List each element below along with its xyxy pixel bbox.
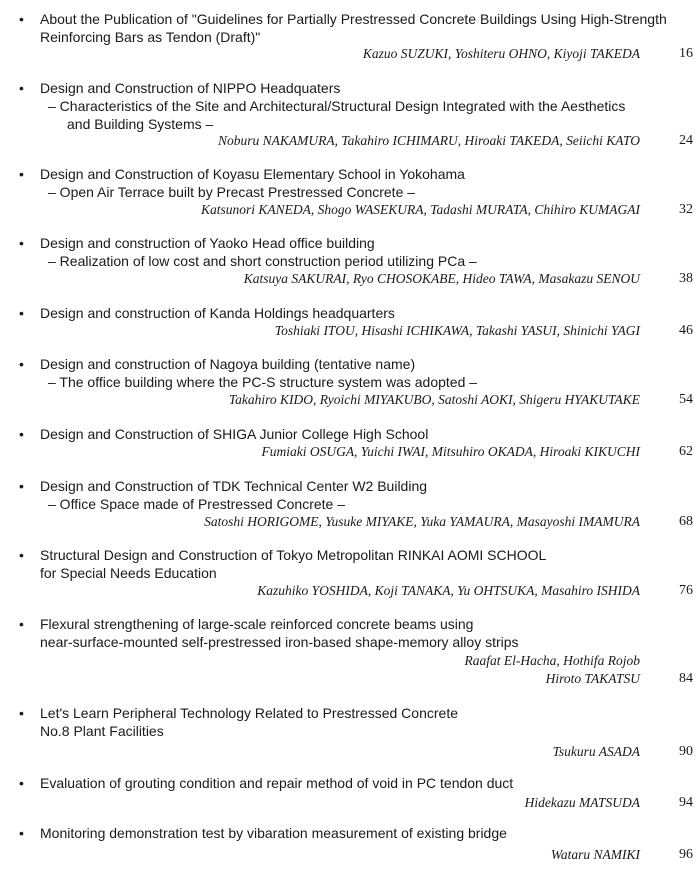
author-line: Wataru NAMIKI xyxy=(550,847,640,862)
page-number[interactable]: 84 xyxy=(679,671,693,686)
bullet: • xyxy=(19,356,24,372)
bullet: • xyxy=(19,547,24,563)
entry-title[interactable] xyxy=(40,425,670,443)
page-number[interactable]: 94 xyxy=(679,795,693,810)
author-line: Takahiro KIDO, Ryoichi MIYAKUBO, Satoshi AOKI, Shigeru HYAKUTAKE xyxy=(228,392,640,407)
author-line: Kazuhiko YOSHIDA, Koji TANAKA, Yu OHTSUKA, Masahiro ISHIDA xyxy=(257,583,640,598)
title-line: Flexural strengthening of large-scale reinforced concrete beams using xyxy=(40,616,474,632)
entry-authors xyxy=(363,45,640,63)
title-line: Reinforcing Bars as Tendon (Draft)" xyxy=(40,29,261,45)
entry-title[interactable] xyxy=(40,79,670,133)
entry-authors xyxy=(218,132,640,150)
subtitle-line: – Realization of low cost and short construction period utilizing PCa – xyxy=(48,253,477,269)
title-line: Design and Construction of SHIGA Junior College High School xyxy=(40,426,429,442)
title-line: No.8 Plant Facilities xyxy=(40,723,164,739)
entry-title[interactable] xyxy=(40,704,670,740)
entry-authors xyxy=(465,652,640,688)
entry-title[interactable] xyxy=(40,10,670,46)
bullet: • xyxy=(19,705,24,721)
bullet: • xyxy=(19,616,24,632)
title-line: Design and construction of Kanda Holdings headquarters xyxy=(40,305,395,321)
bullet: • xyxy=(19,426,24,442)
page-number[interactable]: 24 xyxy=(679,133,693,148)
entry-title[interactable] xyxy=(40,234,670,270)
entry-title[interactable] xyxy=(40,546,670,582)
page-number[interactable]: 96 xyxy=(679,847,693,862)
title-line: Design and Construction of Koyasu Elementary School in Yokohama xyxy=(40,166,465,182)
bullet: • xyxy=(19,166,24,182)
entry-authors xyxy=(257,582,640,600)
page-number[interactable]: 68 xyxy=(679,514,693,529)
page-number[interactable]: 54 xyxy=(679,392,693,407)
subtitle-line: – Office Space made of Prestressed Concrete – xyxy=(48,496,346,512)
entry-title[interactable] xyxy=(40,615,670,651)
author-line: Hiroto TAKATSU xyxy=(545,671,640,686)
entry-title[interactable] xyxy=(40,824,670,842)
entry-authors xyxy=(244,270,640,288)
entry-title[interactable] xyxy=(40,165,670,201)
page-number[interactable]: 32 xyxy=(679,202,693,217)
entry-authors xyxy=(525,794,640,812)
bullet: • xyxy=(19,478,24,494)
author-line: Satoshi HORIGOME, Yusuke MIYAKE, Yuka YAMAURA, Masayoshi IMAMURA xyxy=(204,514,640,529)
entry-authors xyxy=(204,513,640,531)
page-number[interactable]: 62 xyxy=(679,444,693,459)
title-line: Monitoring demonstration test by vibaration measurement of existing bridge xyxy=(40,825,507,841)
entry-title[interactable] xyxy=(40,304,670,322)
page-number[interactable]: 38 xyxy=(679,271,693,286)
title-line: Design and Construction of NIPPO Headquaters xyxy=(40,80,341,96)
author-line: Tsukuru ASADA xyxy=(552,744,640,759)
subtitle-line: – Open Air Terrace built by Precast Prestressed Concrete – xyxy=(48,184,416,200)
page-number[interactable]: 76 xyxy=(679,583,693,598)
bullet: • xyxy=(19,775,24,791)
entry-authors xyxy=(551,846,640,864)
entry-authors xyxy=(275,322,640,340)
title-line: Design and construction of Yaoko Head office building xyxy=(40,235,375,251)
title-line: Let's Learn Peripheral Technology Related to Prestressed Concrete xyxy=(40,705,458,721)
entry-authors xyxy=(553,743,640,761)
author-line: Raafat El-Hacha, Hothifa Rojob xyxy=(464,653,640,668)
subtitle-line: and Building Systems – xyxy=(67,116,214,132)
bullet: • xyxy=(19,305,24,321)
bullet: • xyxy=(19,11,24,27)
bullet: • xyxy=(19,235,24,251)
title-line: Structural Design and Construction of Tokyo Metropolitan RINKAI AOMI SCHOOL xyxy=(40,547,547,563)
entry-title[interactable] xyxy=(40,355,670,391)
author-line: Katsunori KANEDA, Shogo WASEKURA, Tadashi MURATA, Chihiro KUMAGAI xyxy=(200,202,640,217)
author-line: Katsuya SAKURAI, Ryo CHOSOKABE, Hideo TAWA, Masakazu SENOU xyxy=(243,271,640,286)
entry-authors xyxy=(229,391,640,409)
bullet: • xyxy=(19,825,24,841)
title-line: for Special Needs Education xyxy=(40,565,217,581)
author-line: Noburu NAKAMURA, Takahiro ICHIMARU, Hiroaki TAKEDA, Seiichi KATO xyxy=(218,133,640,148)
author-line: Kazuo SUZUKI, Yoshiteru OHNO, Kiyoji TAKEDA xyxy=(362,46,640,61)
page-number[interactable]: 46 xyxy=(679,323,693,338)
title-line: Evaluation of grouting condition and repair method of void in PC tendon duct xyxy=(40,775,514,791)
title-line: Design and Construction of TDK Technical Center W2 Building xyxy=(40,478,428,494)
entry-title[interactable] xyxy=(40,477,670,513)
entry-authors xyxy=(201,201,640,219)
subtitle-line: – Characteristics of the Site and Architectural/Structural Design Integrated with the Aesthetics xyxy=(48,98,626,114)
author-line: Toshiaki ITOU, Hisashi ICHIKAWA, Takashi YASUI, Shinichi YAGI xyxy=(274,323,640,338)
page-number[interactable]: 90 xyxy=(679,744,693,759)
title-line: Design and construction of Nagoya building (tentative name) xyxy=(40,356,416,372)
page-number[interactable]: 16 xyxy=(679,46,693,61)
title-line: About the Publication of "Guidelines for Partially Prestressed Concrete Buildings Using High-Strength xyxy=(40,11,667,27)
entry-authors xyxy=(261,443,640,461)
title-line: near-surface-mounted self-prestressed iron-based shape-memory alloy strips xyxy=(40,634,519,650)
author-line: Hidekazu MATSUDA xyxy=(524,795,640,810)
subtitle-line: – The office building where the PC-S structure system was adopted – xyxy=(48,374,478,390)
author-line: Fumiaki OSUGA, Yuichi IWAI, Mitsuhiro OKADA, Hiroaki KIKUCHI xyxy=(261,444,640,459)
bullet: • xyxy=(19,80,24,96)
entry-title[interactable] xyxy=(40,774,670,792)
